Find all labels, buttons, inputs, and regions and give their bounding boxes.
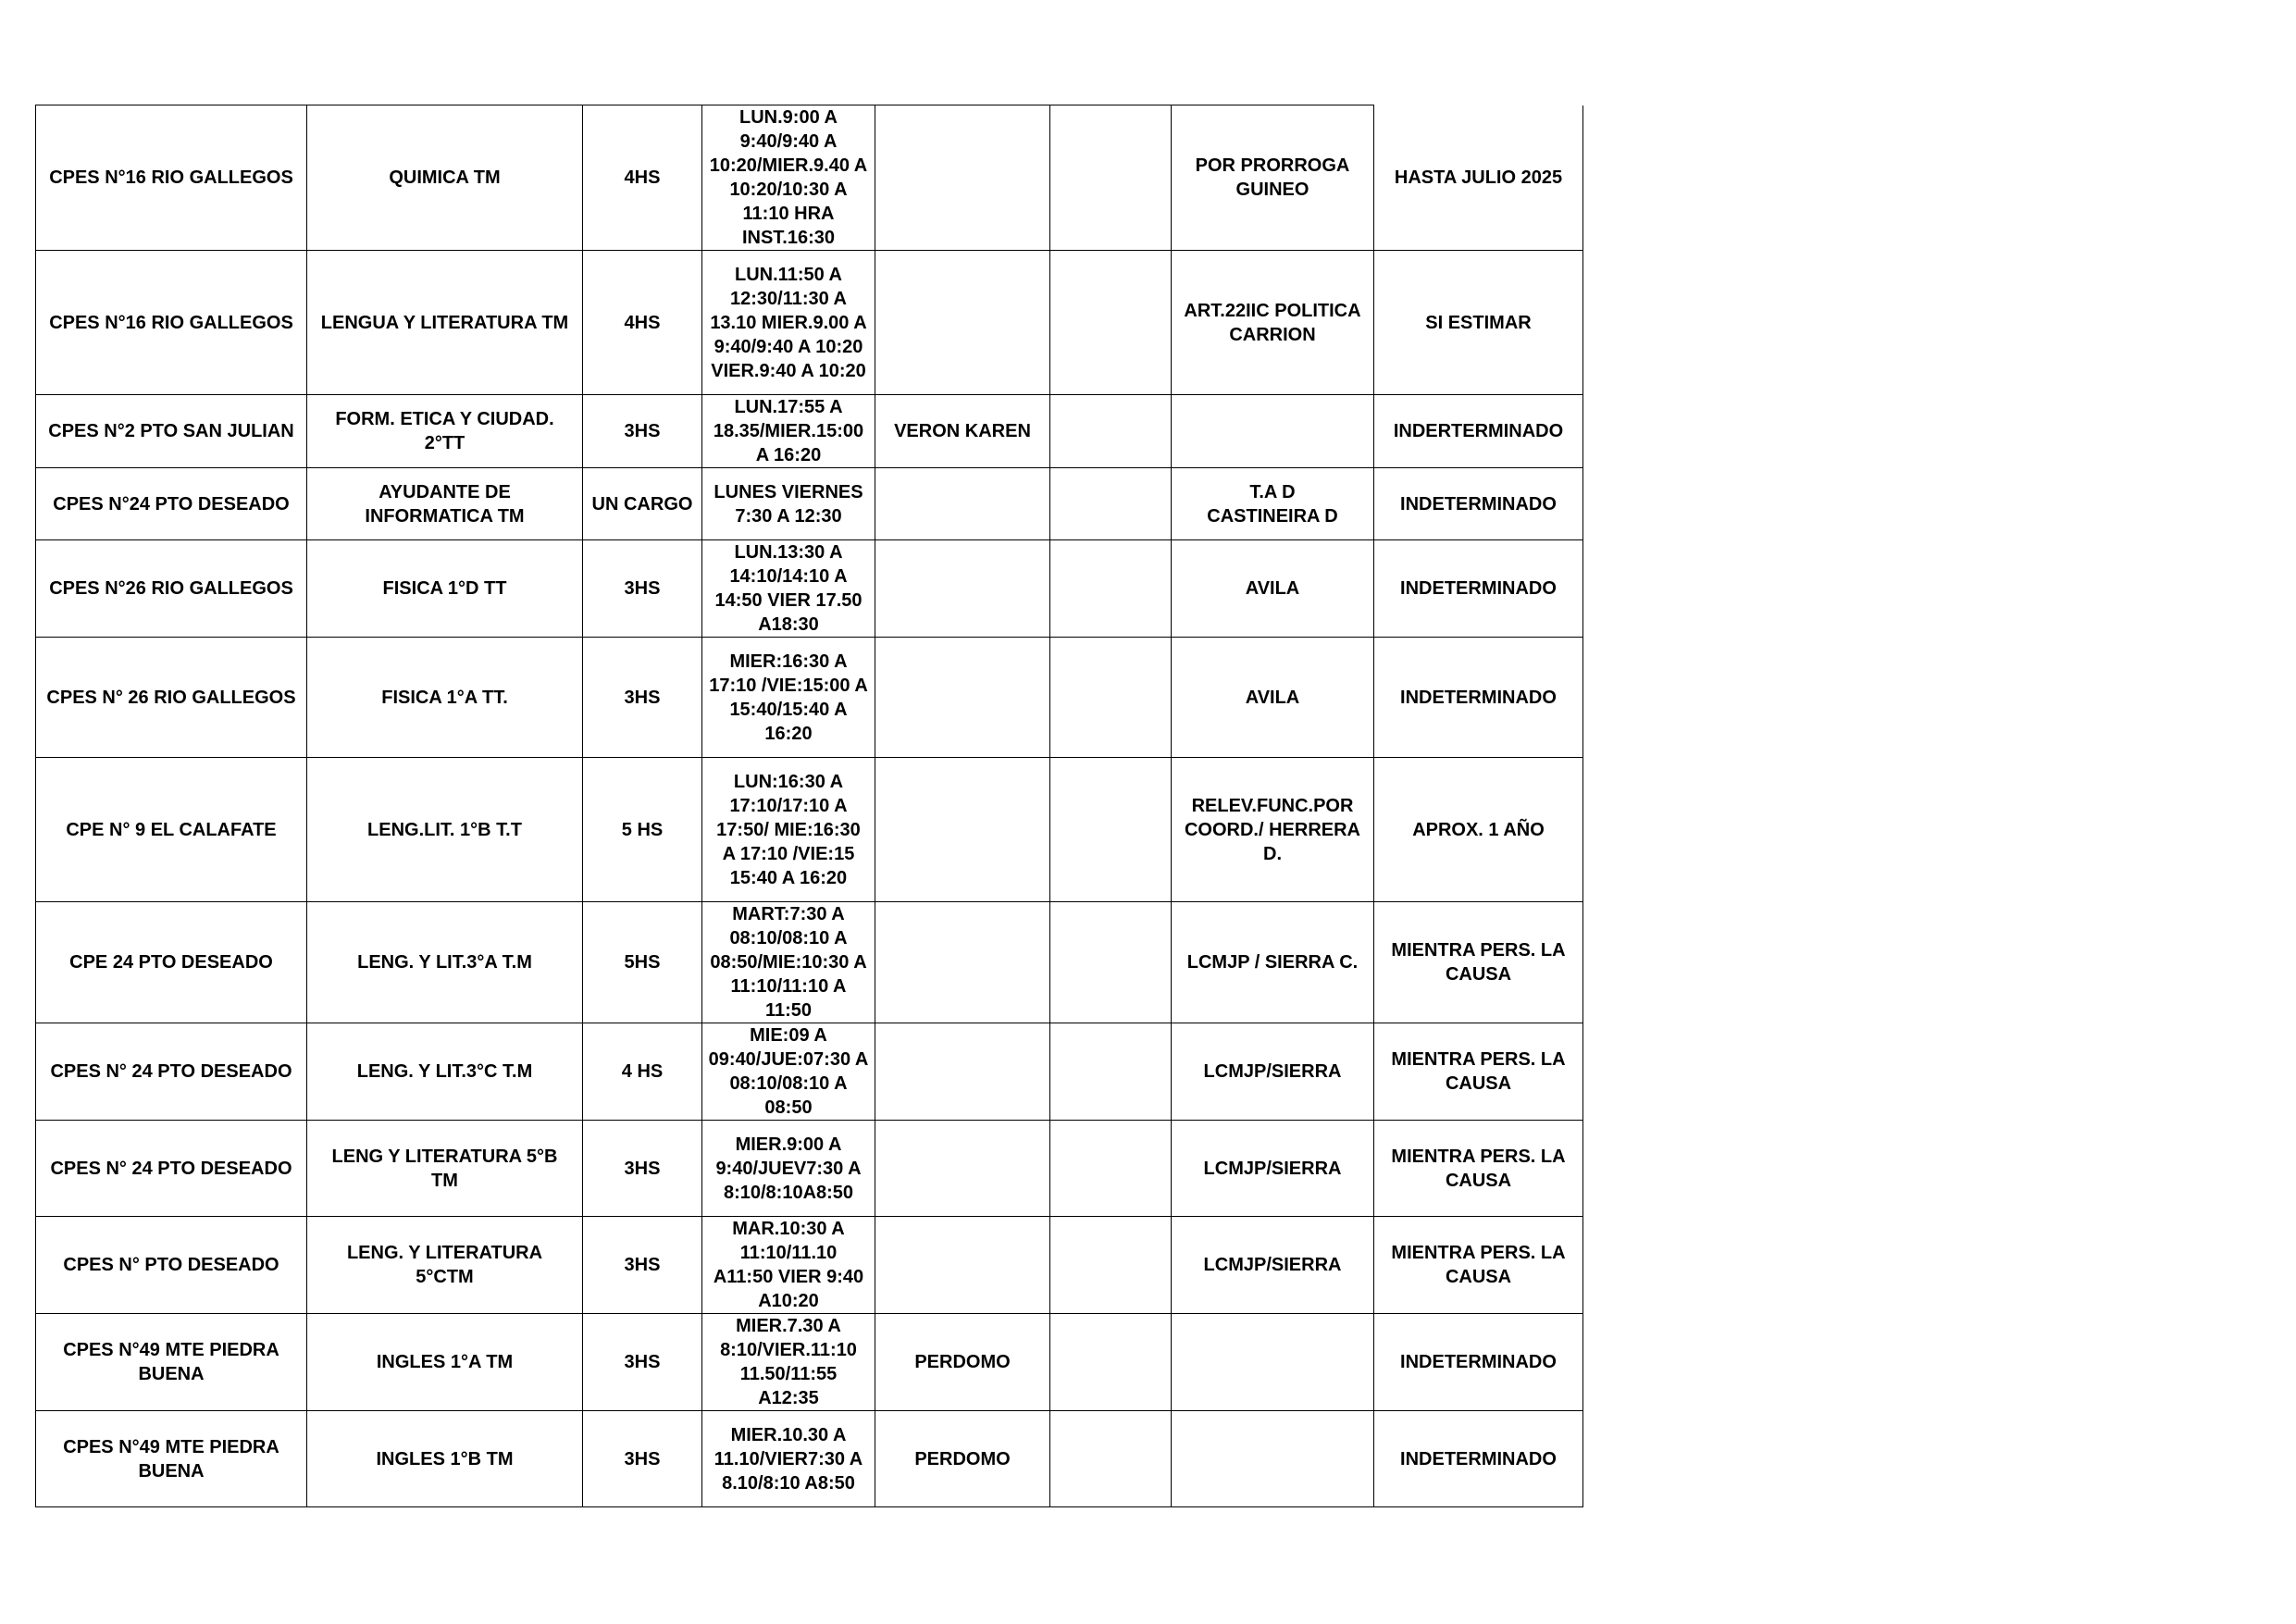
hours-cell: 5 HS: [583, 758, 702, 902]
holder-cell: [875, 1023, 1050, 1121]
hours-cell: 3HS: [583, 638, 702, 758]
subject-cell: AYUDANTE DE INFORMATICA TM: [307, 468, 583, 540]
blank-cell: [1050, 758, 1172, 902]
schedule-cell: LUN.9:00 A 9:40/9:40 A 10:20/MIER.9.40 A 10:20/10:30 A 11:10 HRA INST.16:30: [702, 105, 875, 251]
table-row: [36, 395, 1583, 468]
table-row: [36, 251, 1583, 395]
subject-cell: INGLES 1°A TM: [307, 1314, 583, 1411]
holder-cell: PERDOMO: [875, 1314, 1050, 1411]
until-cell: INDERTERMINADO: [1374, 395, 1583, 468]
subject-cell: FISICA 1°D TT: [307, 540, 583, 638]
until-cell: INDETERMINADO: [1374, 468, 1583, 540]
reason-cell: T.A D CASTINEIRA D: [1172, 468, 1374, 540]
subject-cell: QUIMICA TM: [307, 105, 583, 251]
school-cell: CPES N°24 PTO DESEADO: [36, 468, 307, 540]
holder-cell: VERON KAREN: [875, 395, 1050, 468]
vacancies-table: [35, 105, 1583, 1507]
blank-cell: [1050, 1023, 1172, 1121]
schedule-cell: LUN:16:30 A 17:10/17:10 A 17:50/ MIE:16:30 A 17:10 /VIE:15 15:40 A 16:20: [702, 758, 875, 902]
hours-cell: 5HS: [583, 902, 702, 1023]
reason-cell: LCMJP/SIERRA: [1172, 1121, 1374, 1217]
until-cell: MIENTRA PERS. LA CAUSA: [1374, 1023, 1583, 1121]
schedule-cell: MIER.10.30 A 11.10/VIER7:30 A 8.10/8:10 A8:50: [702, 1411, 875, 1507]
table-row: [36, 105, 1583, 251]
holder-cell: [875, 105, 1050, 251]
until-cell: HASTA JULIO 2025: [1374, 105, 1583, 251]
reason-cell: [1172, 395, 1374, 468]
hours-cell: 3HS: [583, 1217, 702, 1314]
hours-cell: 4HS: [583, 105, 702, 251]
schedule-cell: MAR.10:30 A 11:10/11.10 A11:50 VIER 9:40 A10:20: [702, 1217, 875, 1314]
subject-cell: LENG. Y LITERATURA 5°CTM: [307, 1217, 583, 1314]
table-row: [36, 758, 1583, 902]
hours-cell: 3HS: [583, 1314, 702, 1411]
blank-cell: [1050, 251, 1172, 395]
school-cell: CPE 24 PTO DESEADO: [36, 902, 307, 1023]
school-cell: CPES N°49 MTE PIEDRA BUENA: [36, 1314, 307, 1411]
reason-cell: LCMJP / SIERRA C.: [1172, 902, 1374, 1023]
hours-cell: 4 HS: [583, 1023, 702, 1121]
holder-cell: [875, 638, 1050, 758]
schedule-cell: LUN.13:30 A 14:10/14:10 A 14:50 VIER 17.50 A18:30: [702, 540, 875, 638]
until-cell: INDETERMINADO: [1374, 1411, 1583, 1507]
table-row: [36, 468, 1583, 540]
schedule-cell: MIER.7.30 A 8:10/VIER.11:10 11.50/11:55 A12:35: [702, 1314, 875, 1411]
hours-cell: UN CARGO: [583, 468, 702, 540]
hours-cell: 3HS: [583, 395, 702, 468]
holder-cell: [875, 758, 1050, 902]
reason-cell: RELEV.FUNC.POR COORD./ HERRERA D.: [1172, 758, 1374, 902]
blank-cell: [1050, 1411, 1172, 1507]
school-cell: CPES N° 26 RIO GALLEGOS: [36, 638, 307, 758]
until-cell: MIENTRA PERS. LA CAUSA: [1374, 902, 1583, 1023]
subject-cell: FORM. ETICA Y CIUDAD. 2°TT: [307, 395, 583, 468]
blank-cell: [1050, 468, 1172, 540]
until-cell: INDETERMINADO: [1374, 1314, 1583, 1411]
reason-cell: AVILA: [1172, 638, 1374, 758]
reason-cell: [1172, 1411, 1374, 1507]
blank-cell: [1050, 638, 1172, 758]
schedule-cell: LUNES VIERNES 7:30 A 12:30: [702, 468, 875, 540]
blank-cell: [1050, 395, 1172, 468]
table-row: [36, 902, 1583, 1023]
table-row: [36, 1411, 1583, 1507]
school-cell: CPE N° 9 EL CALAFATE: [36, 758, 307, 902]
until-cell: INDETERMINADO: [1374, 540, 1583, 638]
holder-cell: [875, 1217, 1050, 1314]
schedule-cell: MART:7:30 A 08:10/08:10 A 08:50/MIE:10:30 A 11:10/11:10 A 11:50: [702, 902, 875, 1023]
subject-cell: LENG. Y LIT.3°C T.M: [307, 1023, 583, 1121]
schedule-cell: MIE:09 A 09:40/JUE:07:30 A 08:10/08:10 A 08:50: [702, 1023, 875, 1121]
blank-cell: [1050, 1217, 1172, 1314]
reason-cell: ART.22IIC POLITICA CARRION: [1172, 251, 1374, 395]
school-cell: CPES N°49 MTE PIEDRA BUENA: [36, 1411, 307, 1507]
holder-cell: [875, 251, 1050, 395]
table-row: [36, 540, 1583, 638]
until-cell: MIENTRA PERS. LA CAUSA: [1374, 1121, 1583, 1217]
school-cell: CPES N°16 RIO GALLEGOS: [36, 105, 307, 251]
blank-cell: [1050, 105, 1172, 251]
hours-cell: 3HS: [583, 540, 702, 638]
school-cell: CPES N° 24 PTO DESEADO: [36, 1023, 307, 1121]
reason-cell: LCMJP/SIERRA: [1172, 1023, 1374, 1121]
subject-cell: INGLES 1°B TM: [307, 1411, 583, 1507]
school-cell: CPES N° 24 PTO DESEADO: [36, 1121, 307, 1217]
holder-cell: [875, 540, 1050, 638]
blank-cell: [1050, 1314, 1172, 1411]
school-cell: CPES N°2 PTO SAN JULIAN: [36, 395, 307, 468]
blank-cell: [1050, 1121, 1172, 1217]
subject-cell: LENGUA Y LITERATURA TM: [307, 251, 583, 395]
schedule-cell: LUN.17:55 A 18.35/MIER.15:00 A 16:20: [702, 395, 875, 468]
blank-cell: [1050, 540, 1172, 638]
until-cell: MIENTRA PERS. LA CAUSA: [1374, 1217, 1583, 1314]
school-cell: CPES N° PTO DESEADO: [36, 1217, 307, 1314]
hours-cell: 4HS: [583, 251, 702, 395]
holder-cell: [875, 902, 1050, 1023]
holder-cell: [875, 1121, 1050, 1217]
table-row: [36, 638, 1583, 758]
school-cell: CPES N°26 RIO GALLEGOS: [36, 540, 307, 638]
schedule-cell: LUN.11:50 A 12:30/11:30 A 13.10 MIER.9.00 A 9:40/9:40 A 10:20 VIER.9:40 A 10:20: [702, 251, 875, 395]
subject-cell: LENG.LIT. 1°B T.T: [307, 758, 583, 902]
table-row: [36, 1314, 1583, 1411]
schedule-cell: MIER.9:00 A 9:40/JUEV7:30 A 8:10/8:10A8:50: [702, 1121, 875, 1217]
blank-cell: [1050, 902, 1172, 1023]
reason-cell: LCMJP/SIERRA: [1172, 1217, 1374, 1314]
reason-cell: AVILA: [1172, 540, 1374, 638]
hours-cell: 3HS: [583, 1121, 702, 1217]
table-row: [36, 1023, 1583, 1121]
subject-cell: LENG. Y LIT.3°A T.M: [307, 902, 583, 1023]
schedule-cell: MIER:16:30 A 17:10 /VIE:15:00 A 15:40/15:40 A 16:20: [702, 638, 875, 758]
school-cell: CPES N°16 RIO GALLEGOS: [36, 251, 307, 395]
reason-cell: [1172, 1314, 1374, 1411]
holder-cell: [875, 468, 1050, 540]
until-cell: APROX. 1 AÑO: [1374, 758, 1583, 902]
subject-cell: LENG Y LITERATURA 5°B TM: [307, 1121, 583, 1217]
table-row: [36, 1121, 1583, 1217]
table-row: [36, 1217, 1583, 1314]
until-cell: INDETERMINADO: [1374, 638, 1583, 758]
reason-cell: POR PRORROGA GUINEO: [1172, 105, 1374, 251]
until-cell: SI ESTIMAR: [1374, 251, 1583, 395]
subject-cell: FISICA 1°A TT.: [307, 638, 583, 758]
hours-cell: 3HS: [583, 1411, 702, 1507]
holder-cell: PERDOMO: [875, 1411, 1050, 1507]
